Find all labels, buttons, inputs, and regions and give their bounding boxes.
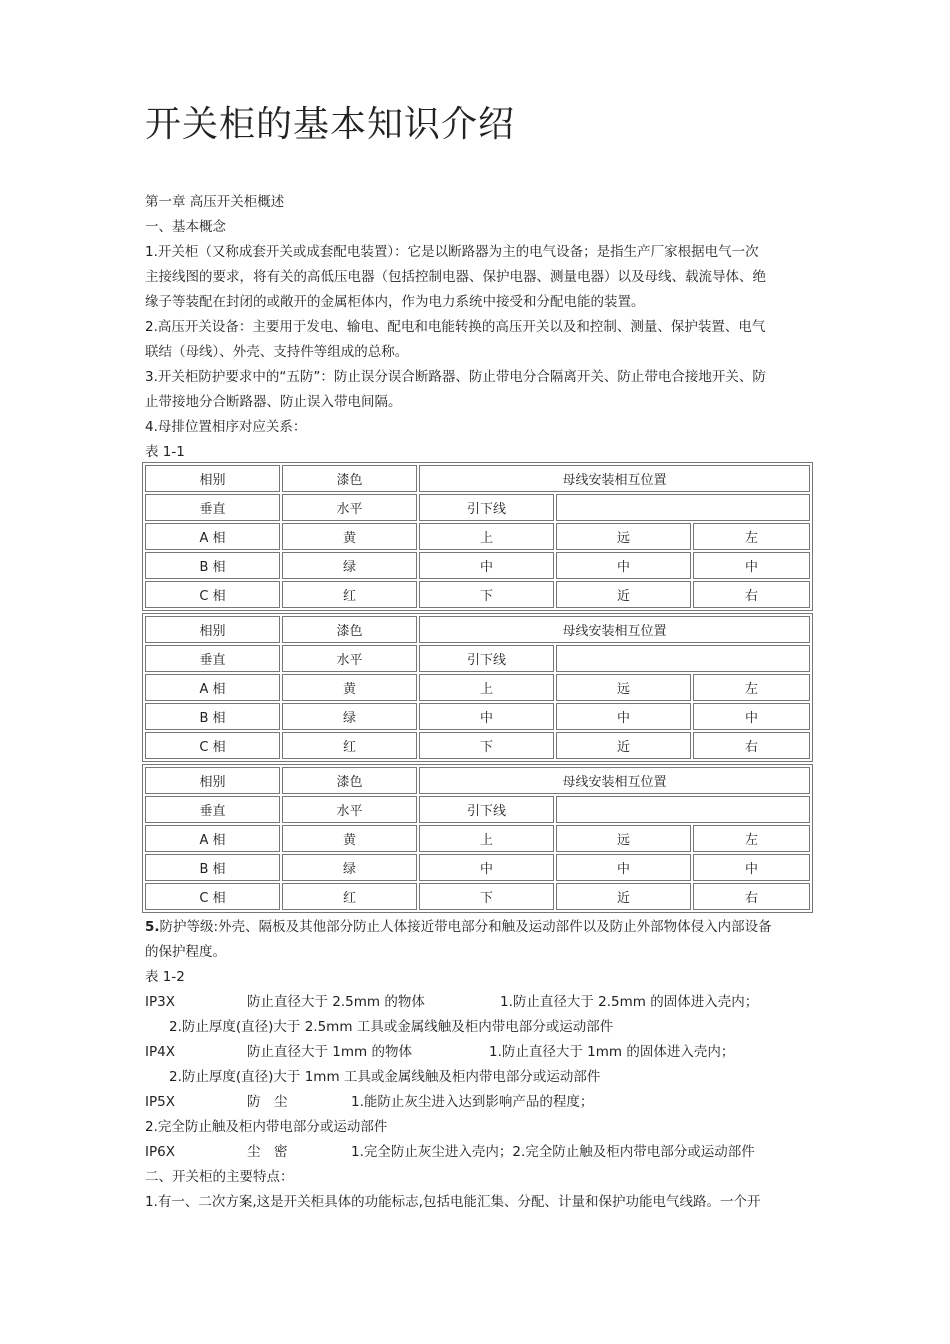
phase-table-block-3 [142, 764, 813, 913]
paragraph-3-line-2: 止带接地分合断路器、防止误入带电间隔。 [145, 394, 402, 410]
table-cell: 水平 [282, 494, 417, 521]
table-cell: 上 [419, 523, 554, 550]
table-cell: 中 [693, 552, 810, 579]
table-cell: 引下线 [419, 645, 554, 672]
table-header-row [145, 616, 810, 643]
table-row [145, 825, 810, 852]
table-cell: 左 [693, 523, 810, 550]
table-row [145, 552, 810, 579]
table-header-row [145, 465, 810, 492]
table-subheader-row [145, 494, 810, 521]
table-cell: 引下线 [419, 494, 554, 521]
table-row [145, 703, 810, 730]
paragraph-5-term: 防护等级: [159, 919, 219, 935]
table-cell: 近 [556, 883, 691, 910]
table-cell: 左 [693, 825, 810, 852]
table-cell: 相别 [145, 616, 280, 643]
table-cell: 右 [693, 732, 810, 759]
table-cell: 母线安装相互位置 [419, 616, 810, 643]
table-cell: 红 [282, 581, 417, 608]
table-cell: 垂直 [145, 645, 280, 672]
table-cell: 黄 [282, 825, 417, 852]
paragraph-5-line-2: 的保护程度。 [145, 944, 226, 960]
table-cell: 水平 [282, 796, 417, 823]
table-cell: 近 [556, 732, 691, 759]
table-cell: B 相 [145, 552, 280, 579]
ip-detail: 2.防止厚度(直径)大于 2.5mm 工具或金属线触及柜内带电部分或运动部件 [169, 1019, 614, 1035]
table-cell: 母线安装相互位置 [419, 767, 810, 794]
paragraph-3-line-1: 3.开关柜防护要求中的“五防”：防止误分误合断路器、防止带电分合隔离开关、防止带电合接地开关、防 [145, 369, 766, 385]
table-cell: 母线安装相互位置 [419, 465, 810, 492]
table-header-row [145, 767, 810, 794]
table-cell: 绿 [282, 552, 417, 579]
ip-code: IP5X [145, 1094, 175, 1110]
table-cell: 中 [556, 703, 691, 730]
table-cell: 下 [419, 581, 554, 608]
table-cell: 绿 [282, 703, 417, 730]
paragraph-1-line-1: 1.开关柜（又称成套开关或成套配电装置）：它是以断路器为主的电气设备；是指生产厂家根据电气一次 [145, 244, 759, 260]
ip-code: IP3X [145, 994, 175, 1010]
ip-description: 尘 密 [247, 1144, 288, 1160]
table-cell: C 相 [145, 732, 280, 759]
table-cell-empty [556, 494, 810, 521]
table-cell: 红 [282, 732, 417, 759]
paragraph-2-line-1: 2.高压开关设备：主要用于发电、输电、配电和电能转换的高压开关以及和控制、测量、保护装置、电气 [145, 319, 766, 335]
table-cell: 漆色 [282, 767, 417, 794]
table-cell: 中 [419, 703, 554, 730]
ip-description: 防止直径大于 2.5mm 的物体 [247, 994, 425, 1010]
table-cell: C 相 [145, 883, 280, 910]
paragraph-1-line-3: 缘子等装配在封闭的或敞开的金属柜体内，作为电力系统中接受和分配电能的装置。 [145, 294, 645, 310]
table-cell: 近 [556, 581, 691, 608]
table-row [145, 674, 810, 701]
table-cell: 引下线 [419, 796, 554, 823]
paragraph-2-line-2: 联结（母线）、外壳、支持件等组成的总称。 [145, 344, 409, 360]
table-cell: 上 [419, 825, 554, 852]
table-cell: A 相 [145, 825, 280, 852]
paragraph-1-line-2: 主接线图的要求，将有关的高低压电器（包括控制电器、保护电器、测量电器）以及母线、载流导体、绝 [145, 269, 766, 285]
ip-code: IP6X [145, 1144, 175, 1160]
table-subheader-row [145, 645, 810, 672]
table-cell: 下 [419, 732, 554, 759]
paragraph-5-line-1 [145, 918, 772, 936]
table-cell: 相别 [145, 767, 280, 794]
section-heading-2: 二、开关柜的主要特点： [145, 1169, 294, 1185]
table-cell: 远 [556, 825, 691, 852]
ip-code: IP4X [145, 1044, 175, 1060]
table-cell: 中 [693, 703, 810, 730]
table-row [145, 883, 810, 910]
ip-detail: 1.防止直径大于 2.5mm 的固体进入壳内； [500, 994, 759, 1010]
table-cell: 红 [282, 883, 417, 910]
ip-description: 防 尘 [247, 1094, 288, 1110]
table-cell: 绿 [282, 854, 417, 881]
ip-detail: 2.完全防止触及柜内带电部分或运动部件 [145, 1119, 388, 1135]
section-heading-1: 一、基本概念 [145, 219, 226, 235]
table-cell: 相别 [145, 465, 280, 492]
table-subheader-row [145, 796, 810, 823]
table-cell: 垂直 [145, 494, 280, 521]
ip-detail: 1.能防止灰尘进入达到影响产品的程度； [351, 1094, 594, 1110]
table-cell: 左 [693, 674, 810, 701]
table-cell: 黄 [282, 523, 417, 550]
paragraph-5-number: 5. [145, 919, 160, 935]
table-cell-empty [556, 796, 810, 823]
table-cell: 远 [556, 674, 691, 701]
document-title: 开关柜的基本知识介绍 [145, 104, 516, 145]
table-cell: A 相 [145, 523, 280, 550]
table-cell: 垂直 [145, 796, 280, 823]
table-cell: A 相 [145, 674, 280, 701]
ip-detail: 2.防止厚度(直径)大于 1mm 工具或金属线触及柜内带电部分或运动部件 [169, 1069, 601, 1085]
table-cell: 上 [419, 674, 554, 701]
ip-description: 防止直径大于 1mm 的物体 [247, 1044, 412, 1060]
table-cell: 右 [693, 883, 810, 910]
ip-detail: 1.完全防止灰尘进入壳内；2.完全防止触及柜内带电部分或运动部件 [351, 1144, 755, 1160]
table-cell: 右 [693, 581, 810, 608]
paragraph-4: 4.母排位置相序对应关系： [145, 419, 307, 435]
phase-table-block-1 [142, 462, 813, 611]
table-cell: C 相 [145, 581, 280, 608]
table-cell: 漆色 [282, 616, 417, 643]
table-cell: B 相 [145, 854, 280, 881]
table-row [145, 523, 810, 550]
ip-detail: 1.防止直径大于 1mm 的固体进入壳内； [489, 1044, 735, 1060]
table-cell: 中 [556, 552, 691, 579]
table-row [145, 854, 810, 881]
table-cell-empty [556, 645, 810, 672]
table-2-caption: 表 1-2 [145, 969, 185, 985]
chapter-heading: 第一章 高压开关柜概述 [145, 194, 285, 210]
table-row [145, 581, 810, 608]
table-cell: 中 [419, 552, 554, 579]
table-cell: 黄 [282, 674, 417, 701]
table-cell: 中 [693, 854, 810, 881]
table-cell: B 相 [145, 703, 280, 730]
paragraph-6: 1.有一、二次方案,这是开关柜具体的功能标志,包括电能汇集、分配、计量和保护功能电气线路。一个开 [145, 1194, 761, 1210]
table-1-caption: 表 1-1 [145, 444, 185, 460]
table-cell: 中 [419, 854, 554, 881]
table-cell: 下 [419, 883, 554, 910]
table-row [145, 732, 810, 759]
paragraph-5-text: 外壳、隔板及其他部分防止人体接近带电部分和触及运动部件以及防止外部物体侵入内部设备 [218, 919, 772, 935]
table-cell: 漆色 [282, 465, 417, 492]
phase-table-block-2 [142, 613, 813, 762]
table-cell: 远 [556, 523, 691, 550]
table-cell: 水平 [282, 645, 417, 672]
table-cell: 中 [556, 854, 691, 881]
